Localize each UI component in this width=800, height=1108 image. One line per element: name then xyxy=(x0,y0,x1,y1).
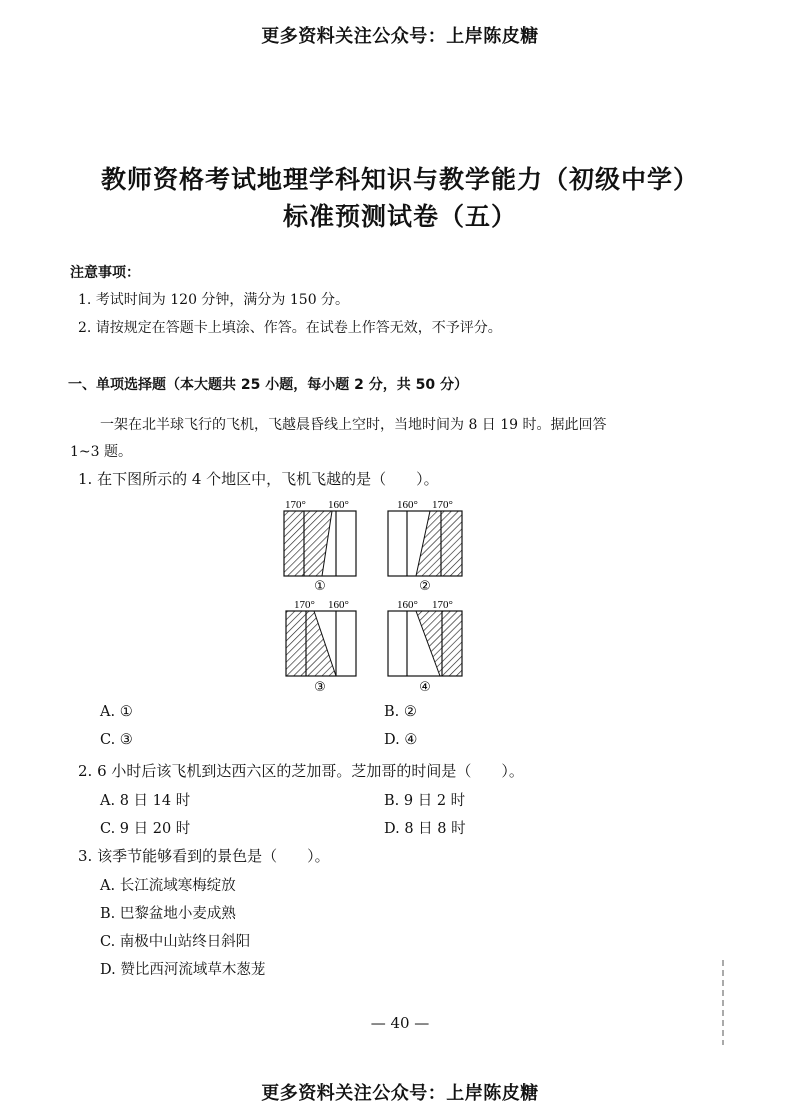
section-intro-line2: 1~3 题。 xyxy=(70,444,132,460)
panel-2-number: ② xyxy=(419,579,431,594)
question-1-stem: 1. 在下图所示的 4 个地区中，飞机飞越的是（ ）。 xyxy=(78,470,439,488)
time-zone-figure xyxy=(270,494,480,700)
figure-panel-2 xyxy=(388,499,462,594)
scan-edge-mark xyxy=(722,960,724,1045)
panel-3-right-label: 160° xyxy=(328,599,349,611)
question-3-stem: 3. 该季节能够看到的景色是（ ）。 xyxy=(78,847,330,865)
question-1-option-d: D. ④ xyxy=(384,732,418,748)
notice-item-1: 1. 考试时间为 120 分钟，满分为 150 分。 xyxy=(78,292,350,308)
paper-title-line2: 标准预测试卷（五） xyxy=(282,202,517,231)
panel-4-right-label: 170° xyxy=(432,599,453,611)
figure-panel-1 xyxy=(284,499,356,594)
panel-4-left-label: 160° xyxy=(397,599,418,611)
section-heading: 一、单项选择题（本大题共 25 小题，每小题 2 分，共 50 分） xyxy=(68,377,468,393)
panel-3-night-area xyxy=(286,611,336,676)
footer-banner: 更多资料关注公众号：上岸陈皮糖 xyxy=(261,1083,539,1104)
page-number: — 40 — xyxy=(370,1014,430,1032)
question-3-option-a: A. 长江流域寒梅绽放 xyxy=(100,878,236,894)
panel-1-right-label: 160° xyxy=(328,499,349,511)
question-3-option-b: B. 巴黎盆地小麦成熟 xyxy=(100,906,236,922)
panel-1-night-area xyxy=(284,511,332,576)
question-2-option-d: D. 8 日 8 时 xyxy=(384,821,466,837)
notice-item-2: 2. 请按规定在答题卡上填涂、作答。在试卷上作答无效，不予评分。 xyxy=(78,320,502,336)
section-intro-line1: 一架在北半球飞行的飞机，飞越晨昏线上空时，当地时间为 8 日 19 时。据此回答 xyxy=(100,417,607,433)
notice-heading: 注意事项： xyxy=(70,265,140,281)
panel-2-right-label: 170° xyxy=(432,499,453,511)
figure-panel-4 xyxy=(388,599,462,695)
question-2-stem: 2. 6 小时后该飞机到达西六区的芝加哥。芝加哥的时间是（ ）。 xyxy=(78,762,524,780)
panel-1-left-label: 170° xyxy=(285,499,306,511)
question-3-option-d: D. 赞比西河流域草木葱茏 xyxy=(100,962,266,978)
panel-4-night-area xyxy=(416,611,462,676)
question-2-option-b: B. 9 日 2 时 xyxy=(384,793,466,809)
question-1-option-a: A. ① xyxy=(100,704,133,720)
header-banner: 更多资料关注公众号：上岸陈皮糖 xyxy=(261,26,539,47)
question-3-option-c: C. 南极中山站终日斜阳 xyxy=(100,934,251,950)
question-1-option-c: C. ③ xyxy=(100,732,133,748)
panel-3-left-label: 170° xyxy=(294,599,315,611)
question-2-option-a: A. 8 日 14 时 xyxy=(100,793,191,809)
panel-3-number: ③ xyxy=(314,680,326,695)
question-2-option-c: C. 9 日 20 时 xyxy=(100,821,191,837)
panel-4-number: ④ xyxy=(419,680,431,695)
panel-2-left-label: 160° xyxy=(397,499,418,511)
question-1-option-b: B. ② xyxy=(384,704,417,720)
panel-1-number: ① xyxy=(314,579,326,594)
figure-panel-3 xyxy=(286,599,356,695)
paper-title-line1: 教师资格考试地理学科知识与教学能力（初级中学） xyxy=(100,165,699,194)
